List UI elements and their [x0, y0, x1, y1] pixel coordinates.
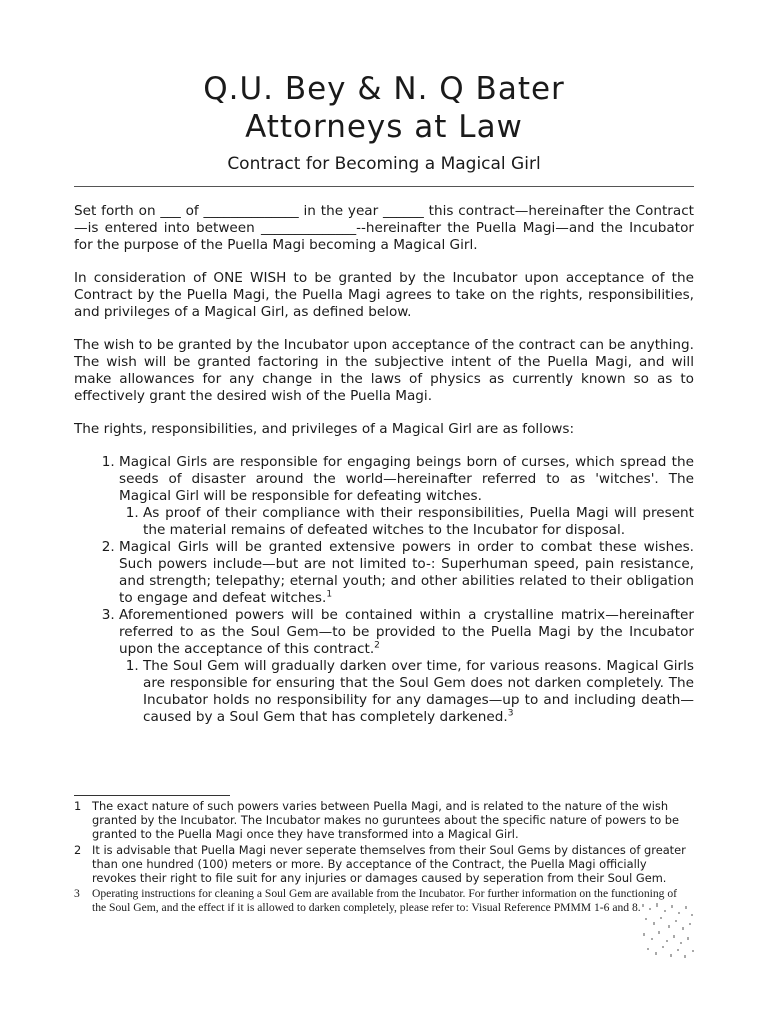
footnote-text: It is advisable that Puella Magi never seperate themselves from their Soul Gems by distances of greater than one hundred (100) meters or more. By acceptance of the Contract, the Puella Magi officially revokes their right to file suit for any injuries or damages caused by seperation from their Soul Gem.	[92, 843, 686, 885]
sub-list	[119, 505, 694, 539]
footnote	[74, 843, 694, 885]
footnote-number: 1	[74, 799, 82, 813]
footnote-divider	[74, 795, 230, 796]
contract-body	[74, 203, 694, 726]
paragraph-consideration: In consideration of ONE WISH to be granted by the Incubator upon acceptance of the Contract by the Puella Magi, the Puella Magi agrees to take on the rights, responsibilities, and privileges of a Magical Girl, as defined below.	[74, 270, 694, 320]
footnote-number: 3	[74, 887, 80, 900]
contract-page	[74, 0, 694, 726]
list-item	[119, 454, 694, 539]
sub-list-item-text: The Soul Gem will gradually darken over time, for various reasons. Magical Girls are responsible for ensuring that the Soul Gem does not darken completely. The Incubator holds no responsibility for any damages—up to and including death—caused by a Soul Gem that has completely darkened.	[143, 658, 694, 725]
footnote-ref[interactable]: 1	[326, 589, 333, 600]
footnote-ref[interactable]: 2	[374, 640, 380, 651]
paragraph-rights-intro: The rights, responsibilities, and privileges of a Magical Girl are as follows:	[74, 421, 575, 437]
document-title: Contract for Becoming a Magical Girl	[227, 154, 541, 174]
list-item-text: Aforementioned powers will be contained within a crystalline matrix—hereinafter referred to as the Soul Gem—to be provided to the Puella Magi by the Incubator upon the acceptance of this contract.	[119, 607, 694, 657]
footnote-text: Operating instructions for cleaning a Soul Gem are available from the Incubator. For further information on the functioning of the Soul Gem, and the effect if it is allowed to darken completely, please refer to: Visual Reference PMMM 1-6 and 8.	[92, 887, 677, 914]
footnote-ref[interactable]: 3	[507, 708, 514, 719]
sub-list-item	[143, 505, 694, 539]
footnote-number: 2	[74, 843, 82, 857]
paragraph-wish: The wish to be granted by the Incubator upon acceptance of the contract can be anything. The wish will be granted factoring in the subjective intent of the Puella Magi, and will make allowances for any change in the laws of physics as currently known so as to effectively grant the desired wish of the Puella Magi.	[74, 337, 694, 404]
sub-list-item	[143, 658, 694, 726]
footnote	[74, 799, 694, 841]
list-item	[119, 539, 694, 607]
firm-name: Q.U. Bey & N. Q Bater	[203, 71, 565, 107]
list-item-text: Magical Girls will be granted extensive powers in order to combat these wishes. Such powers include—but are not limited to-: Superhuman speed, pain resistance, and strength; telepathy; eternal youth; and other abilities related to their obligation to engage and defeat witches.	[119, 539, 694, 606]
list-item	[119, 607, 694, 726]
obligations-list	[74, 454, 694, 726]
paragraph-preamble: Set forth on ___ of ______________ in the year ______ this contract—hereinafter the Contract—is entered into between ______________--hereinafter the Puella Magi—and the Incubator for the purpose of the Puella Magi becoming a Magical Girl.	[74, 203, 694, 253]
footnote	[74, 887, 694, 915]
letterhead	[74, 71, 694, 175]
footnote-text: The exact nature of such powers varies between Puella Magi, and is related to the nature of the wish granted by the Incubator. The Incubator makes no guruntees about the specific nature of powers to be granted to the Puella Magi once they have transformed into a Magical Girl.	[92, 799, 680, 841]
header-divider	[74, 186, 694, 187]
footnotes	[74, 799, 694, 917]
scan-artifact	[640, 900, 696, 960]
sub-list	[119, 658, 694, 726]
firm-subtitle: Attorneys at Law	[245, 109, 523, 145]
list-item-text: Magical Girls are responsible for engaging beings born of curses, which spread the seeds of disaster around the world—hereinafter referred to as 'witches'. The Magical Girl will be responsible for defeating witches.	[119, 454, 694, 504]
sub-list-item-text: As proof of their compliance with their responsibilities, Puella Magi will present the material remains of defeated witches to the Incubator for disposal.	[143, 505, 694, 538]
